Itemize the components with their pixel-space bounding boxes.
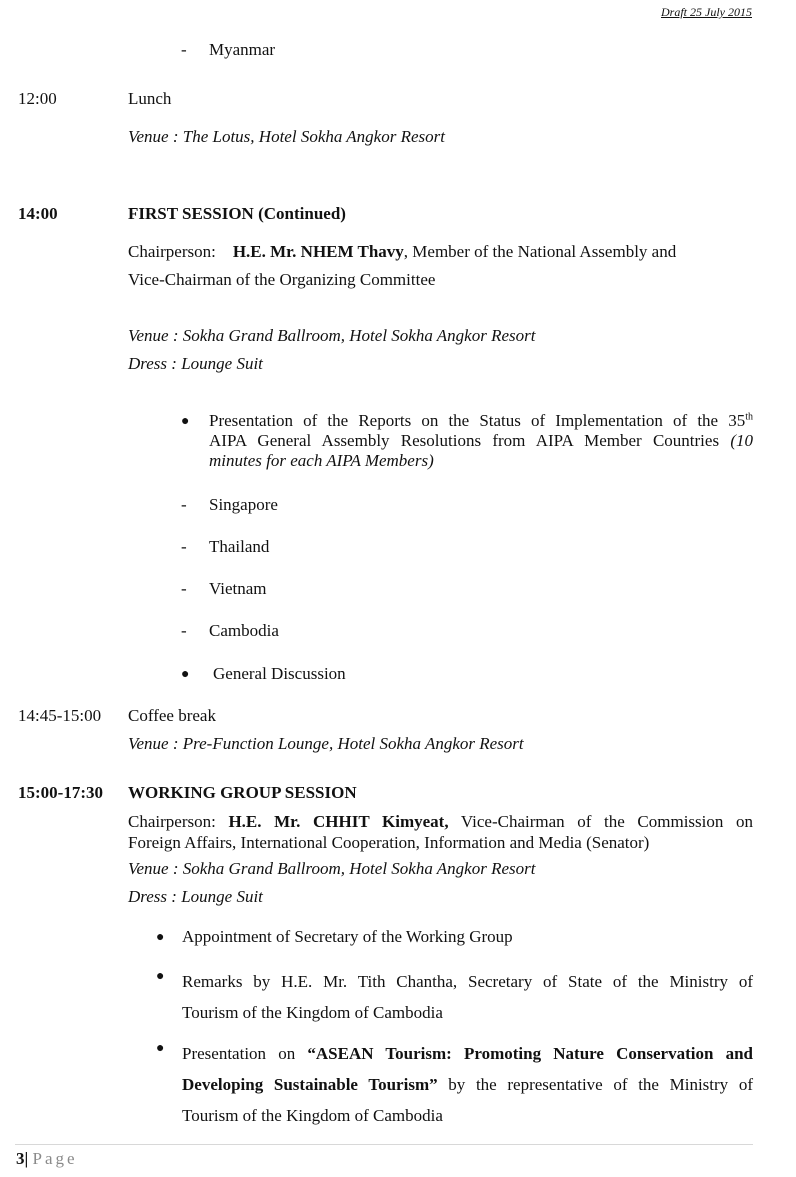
presentation-line3: minutes for each AIPA Members) xyxy=(209,451,434,470)
presentation-line3: Tourism of the Kingdom of Cambodia xyxy=(182,1106,443,1125)
working-group-title: WORKING GROUP SESSION xyxy=(128,783,357,802)
chairperson-label: Chairperson: xyxy=(128,242,216,261)
lunch-title: Lunch xyxy=(128,89,172,108)
dash-marker: - xyxy=(181,621,187,640)
bullet-icon: ● xyxy=(156,930,165,945)
page-footer xyxy=(16,1149,78,1169)
country-cambodia: Cambodia xyxy=(209,621,279,640)
first-session-venue: Venue : Sokha Grand Ballroom, Hotel Sokha Angkor Resort xyxy=(128,326,536,345)
presentation-line2: AIPA General Assembly Resolutions from AIPA Member Countries xyxy=(209,431,720,450)
coffee-break-venue: Venue : Pre-Function Lounge, Hotel Sokha Angkor Resort xyxy=(128,734,524,753)
presentation-reports-item xyxy=(209,411,753,471)
bullet-icon: ● xyxy=(156,969,165,984)
chairperson-description: , Member of the National Assembly and xyxy=(403,242,677,261)
remarks-item xyxy=(182,966,753,1028)
bullet-icon: ● xyxy=(181,414,190,429)
chairperson-description-cont: Foreign Affairs, International Cooperation, Information and Media (Senator) xyxy=(128,833,650,852)
country-myanmar: Myanmar xyxy=(209,40,276,59)
chairperson-name: H.E. Mr. NHEM Thavy xyxy=(232,242,404,261)
chairperson-description: Vice-Chairman of the Commission on xyxy=(460,812,754,831)
working-group-chairperson xyxy=(128,811,753,853)
chairperson-name: H.E. Mr. CHHIT Kimyeat, xyxy=(228,812,449,831)
lunch-time: 12:00 xyxy=(18,89,57,108)
tourism-presentation-item xyxy=(182,1038,753,1131)
dash-marker: - xyxy=(181,495,187,514)
page-separator: | xyxy=(24,1149,29,1168)
bullet-icon: ● xyxy=(156,1041,165,1056)
lunch-venue: Venue : The Lotus, Hotel Sokha Angkor Resort xyxy=(128,127,445,146)
page-number: 3 xyxy=(16,1149,25,1168)
superscript-th: th xyxy=(745,411,753,423)
chairperson-description-cont: Vice-Chairman of the Organizing Committee xyxy=(128,270,436,289)
dash-marker: - xyxy=(181,537,187,556)
presentation-by: by the representative of the Ministry of xyxy=(448,1075,754,1094)
page-label: Page xyxy=(32,1149,78,1168)
draft-date-header: Draft 25 July 2015 xyxy=(661,5,752,19)
first-session-time: 14:00 xyxy=(18,204,58,223)
bullet-icon: ● xyxy=(181,667,190,682)
working-group-dress: Dress : Lounge Suit xyxy=(128,887,263,906)
dash-marker: - xyxy=(181,40,187,59)
dash-marker: - xyxy=(181,579,187,598)
country-singapore: Singapore xyxy=(209,495,278,514)
presentation-line1: Presentation of the Reports on the Status of Implementation of the 35 xyxy=(209,411,746,430)
first-session-dress: Dress : Lounge Suit xyxy=(128,354,263,373)
general-discussion: General Discussion xyxy=(213,664,346,683)
appointment-item: Appointment of Secretary of the Working Group xyxy=(182,927,513,946)
coffee-break-title: Coffee break xyxy=(128,706,216,725)
country-thailand: Thailand xyxy=(209,537,270,556)
presentation-prefix: Presentation on xyxy=(182,1044,296,1063)
footer-divider xyxy=(15,1144,753,1145)
first-session-chairperson xyxy=(128,242,676,262)
coffee-break-time: 14:45-15:00 xyxy=(18,706,102,725)
remarks-line1: Remarks by H.E. Mr. Tith Chantha, Secretary of State of the Ministry of xyxy=(182,972,753,991)
first-session-title: FIRST SESSION (Continued) xyxy=(128,204,346,223)
working-group-time: 15:00-17:30 xyxy=(18,783,103,802)
remarks-line2: Tourism of the Kingdom of Cambodia xyxy=(182,1003,443,1022)
presentation-title-part2: Developing Sustainable Tourism” xyxy=(182,1075,438,1094)
working-group-venue: Venue : Sokha Grand Ballroom, Hotel Sokha Angkor Resort xyxy=(128,859,536,878)
presentation-line2-italic: (10 xyxy=(730,431,754,450)
country-vietnam: Vietnam xyxy=(209,579,267,598)
chairperson-label: Chairperson: xyxy=(128,812,216,831)
presentation-title-part1: “ASEAN Tourism: Promoting Nature Conservation and xyxy=(307,1044,753,1063)
